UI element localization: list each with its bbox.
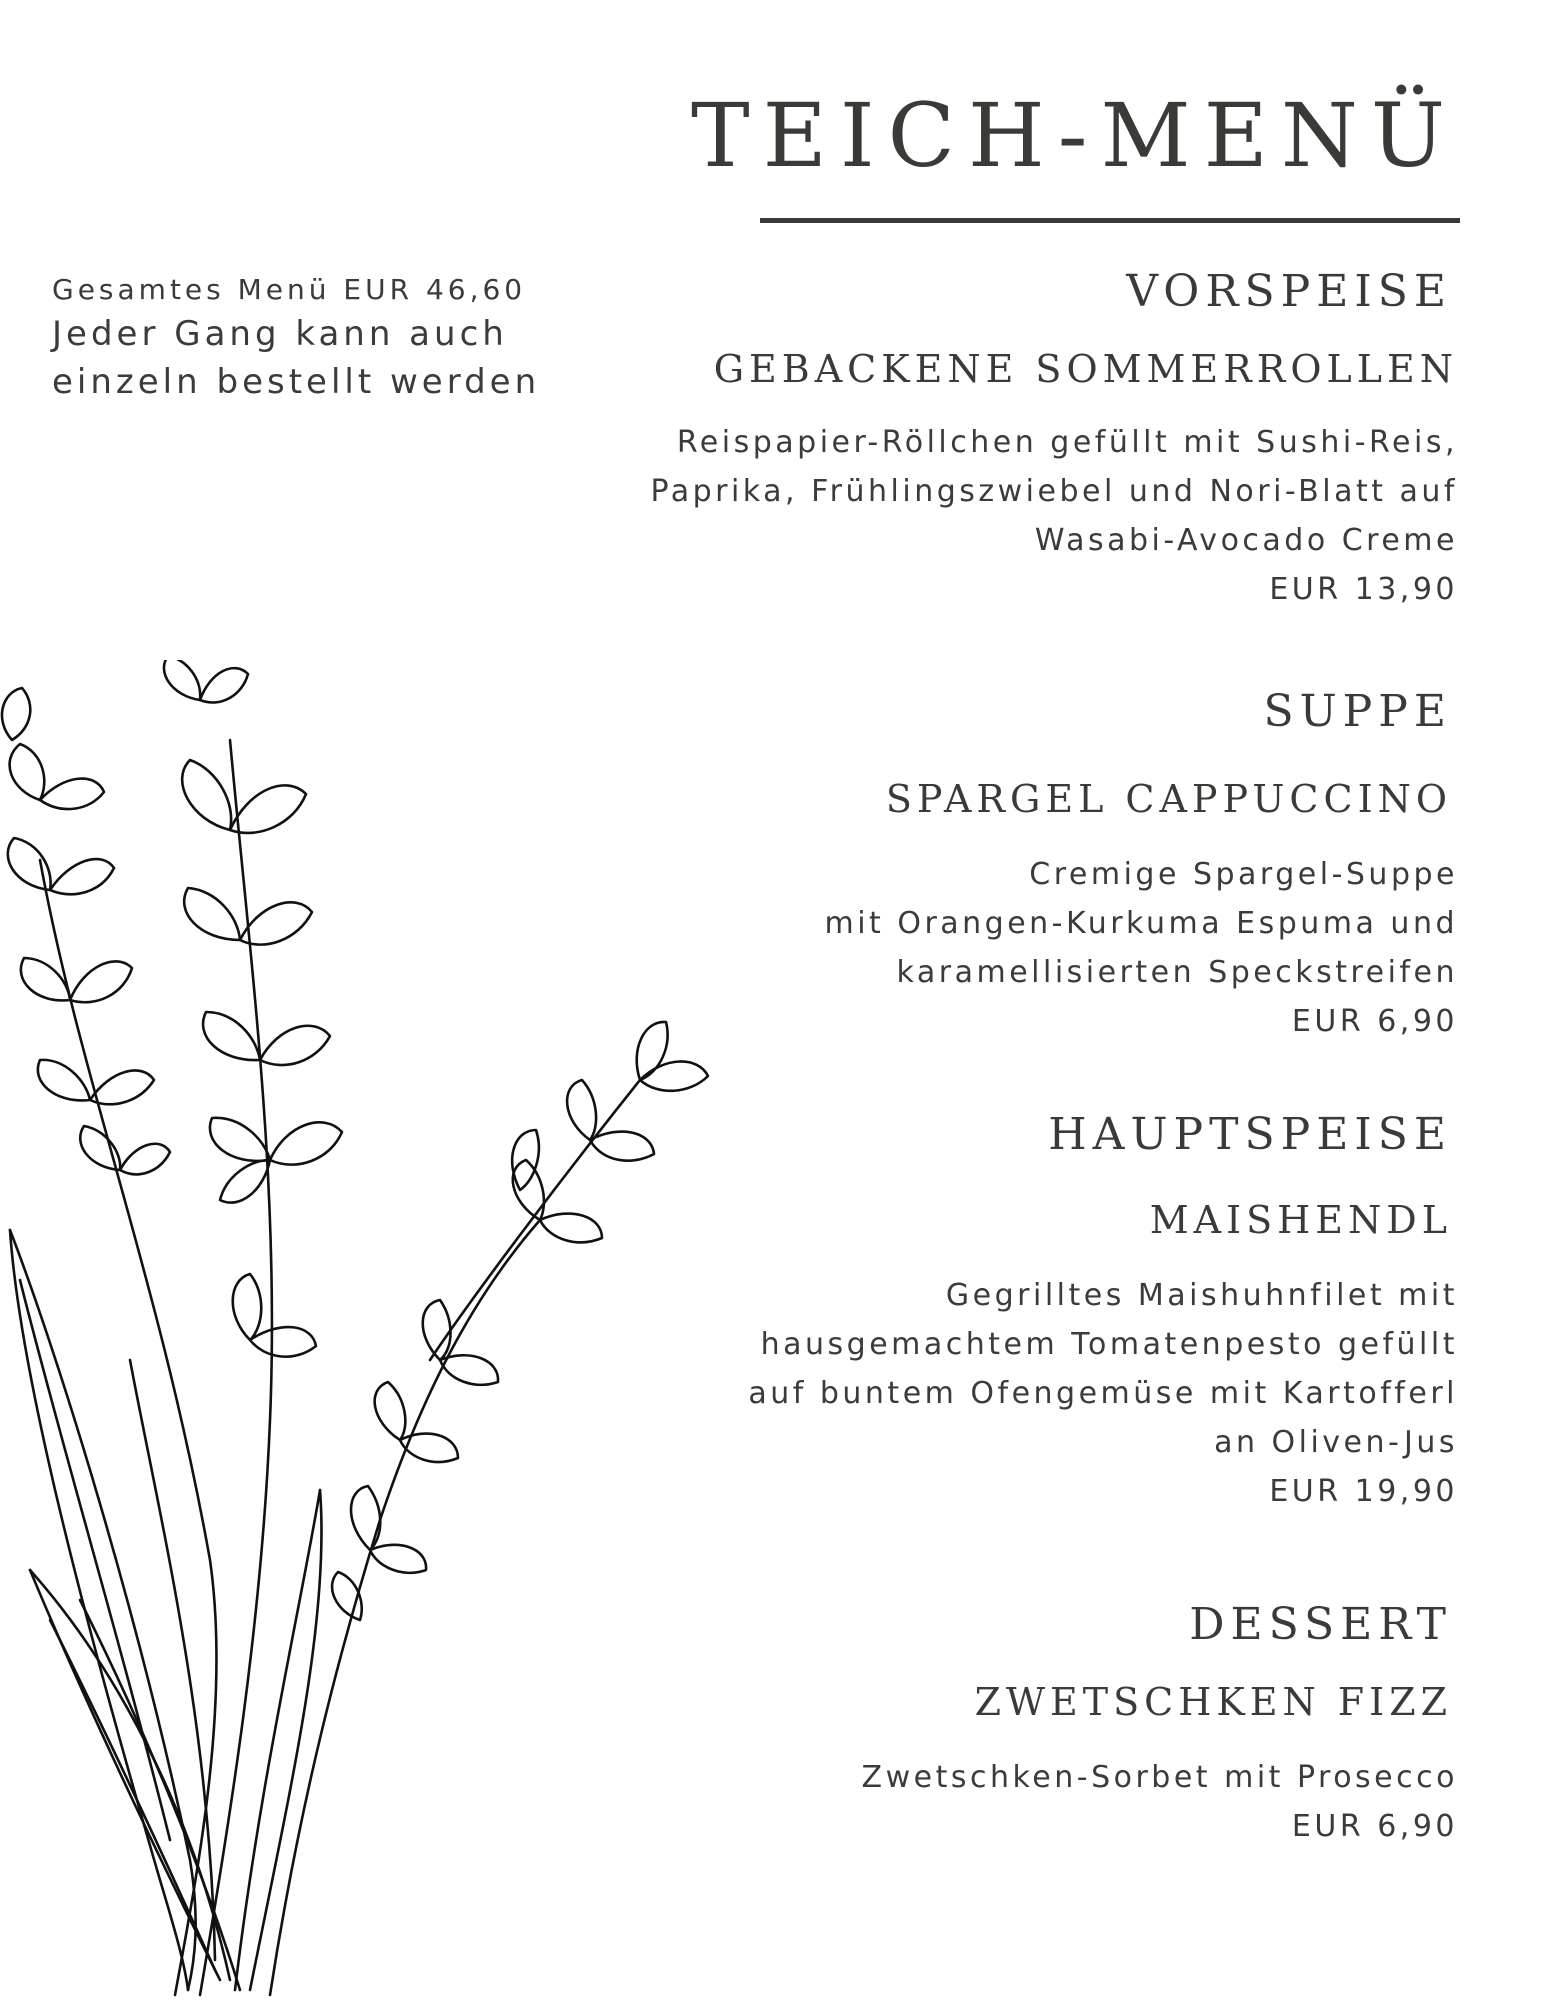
course-vorspeise (650, 266, 1458, 614)
order-note-line-1: Jeder Gang kann auch (52, 314, 508, 354)
description-line: Paprika, Frühlingszwiebel und Nori-Blatt auf (650, 474, 1458, 509)
course-heading: HAUPTSPEISE (1048, 1109, 1452, 1160)
lavender-sprig-icon (0, 660, 740, 2000)
course-hauptspeise (748, 1109, 1458, 1516)
dish-price: EUR 6,90 (1291, 1809, 1458, 1844)
dish-description (824, 850, 1458, 997)
menu-title: TEICH-MENÜ (690, 84, 1458, 187)
total-price-note: Gesamtes Menü EUR 46,60 (52, 273, 527, 306)
description-line: Gegrilltes Maishuhnfilet mit (945, 1278, 1458, 1313)
course-heading: VORSPEISE (1126, 266, 1452, 317)
order-note-line-2: einzeln bestellt werden (52, 362, 541, 402)
dish-name: SPARGEL CAPPUCCINO (885, 777, 1452, 821)
dish-price: EUR 13,90 (1269, 572, 1458, 607)
description-line: auf buntem Ofengemüse mit Kartofferl (748, 1376, 1458, 1411)
course-dessert (861, 1599, 1458, 1851)
description-line: Reispapier-Röllchen gefüllt mit Sushi-Reis, (676, 425, 1458, 460)
description-line: an Oliven-Jus (1214, 1425, 1458, 1460)
dish-description (650, 418, 1458, 565)
dish-name: GEBACKENE SOMMERROLLEN (713, 347, 1458, 391)
course-suppe (824, 686, 1458, 1046)
description-line: Wasabi-Avocado Creme (1034, 523, 1458, 558)
dish-description (862, 1753, 1458, 1802)
dish-name: ZWETSCHKEN FIZZ (974, 1680, 1452, 1724)
dish-name: MAISHENDL (1149, 1198, 1452, 1242)
menu-info (52, 270, 540, 406)
description-line: hausgemachtem Tomatenpesto gefüllt (760, 1327, 1458, 1362)
description-line: mit Orangen-Kurkuma Espuma und (824, 906, 1458, 941)
course-heading: SUPPE (1263, 686, 1452, 737)
description-line: Cremige Spargel-Suppe (1029, 857, 1458, 892)
description-line: karamellisierten Speckstreifen (896, 955, 1458, 990)
dish-price: EUR 6,90 (1291, 1004, 1458, 1039)
course-heading: DESSERT (1189, 1599, 1452, 1650)
dish-price: EUR 19,90 (1269, 1474, 1458, 1509)
description-line: Zwetschken-Sorbet mit Prosecco (861, 1760, 1458, 1795)
title-underline (760, 218, 1460, 223)
dish-description (748, 1271, 1458, 1467)
